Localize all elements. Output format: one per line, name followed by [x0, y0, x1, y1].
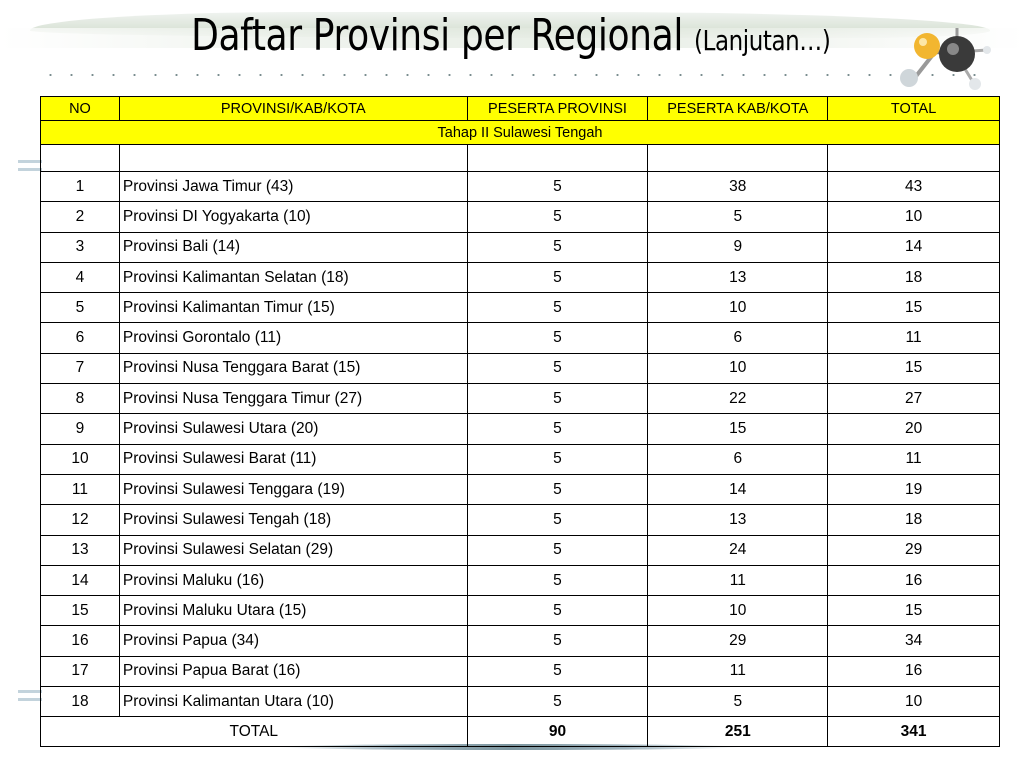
cell-prov: 5	[467, 232, 648, 262]
total-prov: 90	[467, 717, 648, 747]
cell-prov: 5	[467, 202, 648, 232]
cell-no: 9	[41, 414, 120, 444]
blank-cell	[41, 145, 120, 172]
cell-total: 10	[828, 687, 1000, 717]
cell-no: 14	[41, 565, 120, 595]
cell-total: 18	[828, 505, 1000, 535]
cell-kab: 11	[648, 656, 828, 686]
cell-name: Provinsi Sulawesi Tengah (18)	[119, 505, 467, 535]
cell-no: 17	[41, 656, 120, 686]
table-row	[41, 172, 1000, 202]
cell-name: Provinsi Gorontalo (11)	[119, 323, 467, 353]
cell-total: 19	[828, 474, 1000, 504]
cell-total: 15	[828, 293, 1000, 323]
cell-no: 18	[41, 687, 120, 717]
side-mark	[18, 690, 42, 693]
cell-no: 8	[41, 384, 120, 414]
total-total: 341	[828, 717, 1000, 747]
cell-total: 20	[828, 414, 1000, 444]
cell-name: Provinsi Kalimantan Timur (15)	[119, 293, 467, 323]
blank-cell	[648, 145, 828, 172]
cell-no: 2	[41, 202, 120, 232]
cell-kab: 5	[648, 687, 828, 717]
side-mark	[18, 698, 42, 701]
cell-total: 29	[828, 535, 1000, 565]
cell-name: Provinsi Sulawesi Selatan (29)	[119, 535, 467, 565]
cell-total: 15	[828, 596, 1000, 626]
cell-kab: 24	[648, 535, 828, 565]
cell-no: 12	[41, 505, 120, 535]
cell-prov: 5	[467, 293, 648, 323]
table-row	[41, 384, 1000, 414]
cell-name: Provinsi Kalimantan Selatan (18)	[119, 262, 467, 292]
cell-total: 43	[828, 172, 1000, 202]
total-kab: 251	[648, 717, 828, 747]
table-row	[41, 232, 1000, 262]
table-row	[41, 444, 1000, 474]
table-row	[41, 535, 1000, 565]
cell-prov: 5	[467, 656, 648, 686]
cell-prov: 5	[467, 323, 648, 353]
cell-no: 10	[41, 444, 120, 474]
cell-prov: 5	[467, 353, 648, 383]
table-row	[41, 626, 1000, 656]
cell-kab: 13	[648, 505, 828, 535]
cell-kab: 9	[648, 232, 828, 262]
table-row	[41, 202, 1000, 232]
cell-no: 3	[41, 232, 120, 262]
cell-kab: 10	[648, 596, 828, 626]
cell-prov: 5	[467, 262, 648, 292]
cell-name: Provinsi Sulawesi Utara (20)	[119, 414, 467, 444]
cell-prov: 5	[467, 505, 648, 535]
cell-prov: 5	[467, 596, 648, 626]
cell-no: 15	[41, 596, 120, 626]
cell-kab: 6	[648, 444, 828, 474]
page-title	[91, 10, 931, 80]
total-label: TOTAL	[41, 717, 468, 747]
province-table	[40, 96, 1000, 747]
cell-kab: 10	[648, 353, 828, 383]
cell-total: 15	[828, 353, 1000, 383]
cell-total: 16	[828, 656, 1000, 686]
cell-prov: 5	[467, 414, 648, 444]
cell-kab: 6	[648, 323, 828, 353]
cell-name: Provinsi Maluku Utara (15)	[119, 596, 467, 626]
cell-no: 5	[41, 293, 120, 323]
table-row	[41, 293, 1000, 323]
cell-name: Provinsi Maluku (16)	[119, 565, 467, 595]
table-row	[41, 414, 1000, 444]
cell-no: 16	[41, 626, 120, 656]
stage-row	[41, 121, 1000, 145]
cell-no: 7	[41, 353, 120, 383]
header-total: TOTAL	[828, 97, 1000, 121]
cell-kab: 22	[648, 384, 828, 414]
header-peserta-provinsi: PESERTA PROVINSI	[467, 97, 648, 121]
cell-total: 27	[828, 384, 1000, 414]
cell-kab: 10	[648, 293, 828, 323]
cell-total: 10	[828, 202, 1000, 232]
side-mark	[18, 160, 42, 163]
blank-cell	[828, 145, 1000, 172]
cell-kab: 14	[648, 474, 828, 504]
cell-name: Provinsi Sulawesi Tenggara (19)	[119, 474, 467, 504]
cell-kab: 5	[648, 202, 828, 232]
cell-no: 4	[41, 262, 120, 292]
cell-total: 11	[828, 444, 1000, 474]
cell-total: 14	[828, 232, 1000, 262]
table-row	[41, 565, 1000, 595]
cell-kab: 13	[648, 262, 828, 292]
cell-name: Provinsi Nusa Tenggara Barat (15)	[119, 353, 467, 383]
blank-row	[41, 145, 1000, 172]
cell-prov: 5	[467, 565, 648, 595]
cell-prov: 5	[467, 535, 648, 565]
title-main: Daftar Provinsi per Regional	[191, 10, 683, 61]
cell-kab: 38	[648, 172, 828, 202]
cell-total: 34	[828, 626, 1000, 656]
header-peserta-kab-kota: PESERTA KAB/KOTA	[648, 97, 828, 121]
title-sub: (Lanjutan…)	[694, 24, 831, 57]
cell-prov: 5	[467, 444, 648, 474]
cell-name: Provinsi Nusa Tenggara Timur (27)	[119, 384, 467, 414]
cell-kab: 11	[648, 565, 828, 595]
table-row	[41, 656, 1000, 686]
cell-name: Provinsi Papua Barat (16)	[119, 656, 467, 686]
cell-name: Provinsi Papua (34)	[119, 626, 467, 656]
stage-label: Tahap II Sulawesi Tengah	[41, 121, 1000, 145]
cell-prov: 5	[467, 384, 648, 414]
cell-name: Provinsi DI Yogyakarta (10)	[119, 202, 467, 232]
cell-prov: 5	[467, 172, 648, 202]
total-row	[41, 717, 1000, 747]
table-row	[41, 353, 1000, 383]
cell-no: 1	[41, 172, 120, 202]
table-row	[41, 596, 1000, 626]
cell-name: Provinsi Bali (14)	[119, 232, 467, 262]
cell-total: 11	[828, 323, 1000, 353]
table-row	[41, 474, 1000, 504]
cell-total: 16	[828, 565, 1000, 595]
table-header-row	[41, 97, 1000, 121]
table-row	[41, 687, 1000, 717]
side-mark	[18, 168, 42, 171]
cell-name: Provinsi Jawa Timur (43)	[119, 172, 467, 202]
cell-prov: 5	[467, 474, 648, 504]
cell-no: 11	[41, 474, 120, 504]
cell-prov: 5	[467, 687, 648, 717]
table-row	[41, 262, 1000, 292]
blank-cell	[467, 145, 648, 172]
cell-name: Provinsi Sulawesi Barat (11)	[119, 444, 467, 474]
table-row	[41, 505, 1000, 535]
header-province: PROVINSI/KAB/KOTA	[119, 97, 467, 121]
cell-no: 6	[41, 323, 120, 353]
header-no: NO	[41, 97, 120, 121]
blank-cell	[119, 145, 467, 172]
cell-prov: 5	[467, 626, 648, 656]
cell-name: Provinsi Kalimantan Utara (10)	[119, 687, 467, 717]
table-row	[41, 323, 1000, 353]
cell-kab: 29	[648, 626, 828, 656]
cell-total: 18	[828, 262, 1000, 292]
cell-kab: 15	[648, 414, 828, 444]
cell-no: 13	[41, 535, 120, 565]
